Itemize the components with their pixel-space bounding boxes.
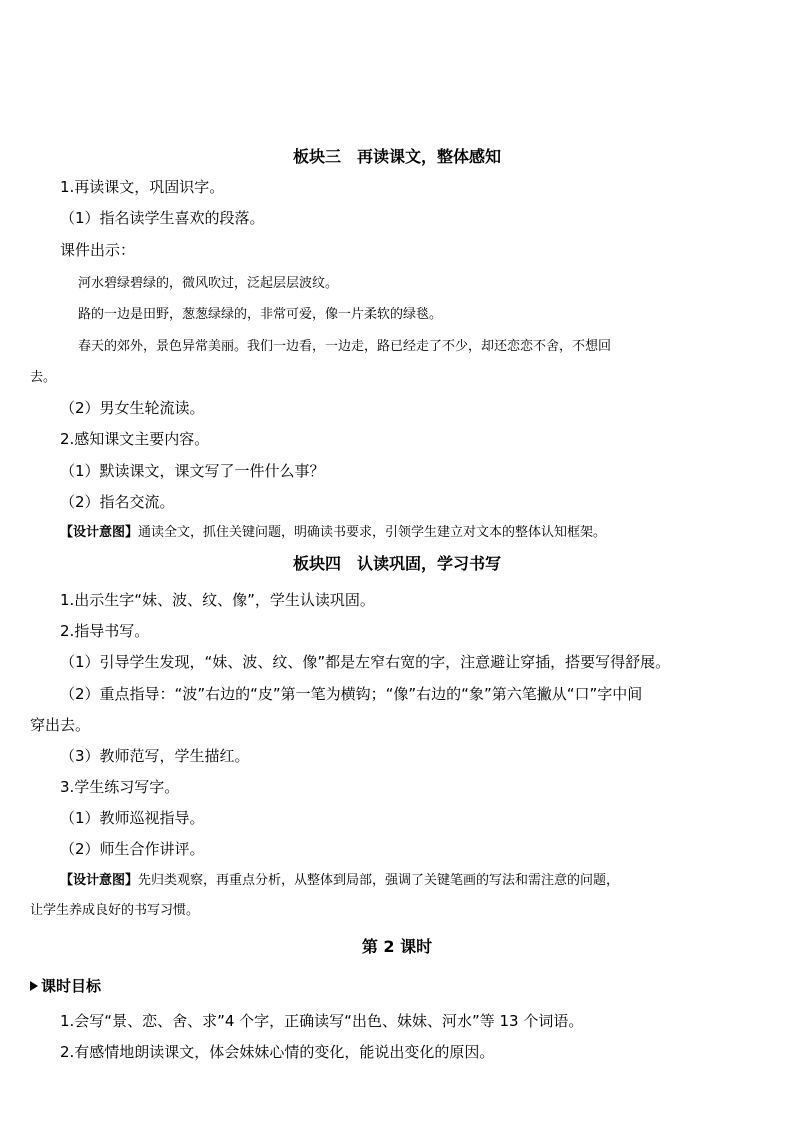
block4-item2-sub2-line1: （2）重点指导：“波”右边的“皮”第一笔为横钩；“像”右边的“象”第六笔撇从“口”字中间 — [60, 685, 643, 703]
block4-design-note-line2: 让学生养成良好的书写习惯。 — [30, 903, 200, 918]
block3-item1-sub2: （2）男女生轮流读。 — [60, 399, 205, 417]
lesson2-goal1: 1.会写“景、恋、舍、求”4 个字，正确读写“出色、妹妹、河水”等 13 个词语。 — [60, 1012, 584, 1030]
block3-item2-sub2: （2）指名交流。 — [60, 493, 175, 511]
lesson2-heading: 第 2 课时 — [361, 937, 433, 956]
block4-item3-sub1: （1）教师巡视指导。 — [60, 809, 205, 827]
block4-heading: 板块四 认读巩固，学习书写 — [292, 554, 501, 573]
block3-heading: 板块三 再读课文，整体感知 — [292, 147, 501, 166]
courseware-label: 课件出示： — [60, 241, 136, 259]
courseware-quote-3-line1: 春天的郊外，景色异常美丽。我们一边看，一边走，路已经走了不少，却还恋恋不舍，不想回 — [78, 339, 612, 354]
courseware-quote-1: 河水碧绿碧绿的，微风吹过，泛起层层波纹。 — [78, 276, 339, 291]
block4-design-note-line1 — [60, 872, 619, 890]
block3-item1-sub1: （1）指名读学生喜欢的段落。 — [60, 209, 265, 227]
triangle-bullet-icon — [30, 981, 38, 991]
block3-item2-sub1: （1）默读课文，课文写了一件什么事？ — [60, 462, 325, 480]
block4-item2-sub1: （1）引导学生发现，“妹、波、纹、像”都是左窄右宽的字，注意避让穿插，搭要写得舒展。 — [60, 653, 671, 671]
block3-design-note — [60, 524, 606, 542]
design-intent-text: 先归类观察，再重点分析，从整体到局部，强调了关键笔画的写法和需注意的问题， — [138, 873, 620, 888]
block4-item2: 2.指导书写。 — [60, 622, 150, 640]
courseware-quote-2: 路的一边是田野，葱葱绿绿的，非常可爱，像一片柔软的绿毯。 — [78, 307, 443, 322]
block3-item1: 1.再读课文，巩固识字。 — [60, 178, 225, 196]
design-intent-label: 【设计意图】 — [60, 525, 139, 540]
block4-item3-sub2: （2）师生合作讲评。 — [60, 840, 205, 858]
block3-item2: 2.感知课文主要内容。 — [60, 430, 210, 448]
lesson2-goal2: 2.有感情地朗读课文，体会妹妹心情的变化，能说出变化的原因。 — [60, 1043, 495, 1061]
lesson-goals-text: 课时目标 — [41, 977, 102, 995]
block4-item2-sub3: （3）教师范写，学生描红。 — [60, 747, 250, 765]
block4-item2-sub2-line2: 穿出去。 — [30, 716, 91, 734]
design-intent-text: 通读全文，抓住关键问题，明确读书要求，引领学生建立对文本的整体认知框架。 — [138, 525, 607, 540]
block4-item3: 3.学生练习写字。 — [60, 778, 180, 796]
courseware-quote-3-line2: 去。 — [30, 370, 57, 385]
lesson-goals-label — [30, 976, 101, 996]
block4-item1: 1.出示生字“妹、波、纹、像”，学生认读巩固。 — [60, 591, 375, 609]
design-intent-label: 【设计意图】 — [60, 873, 139, 888]
